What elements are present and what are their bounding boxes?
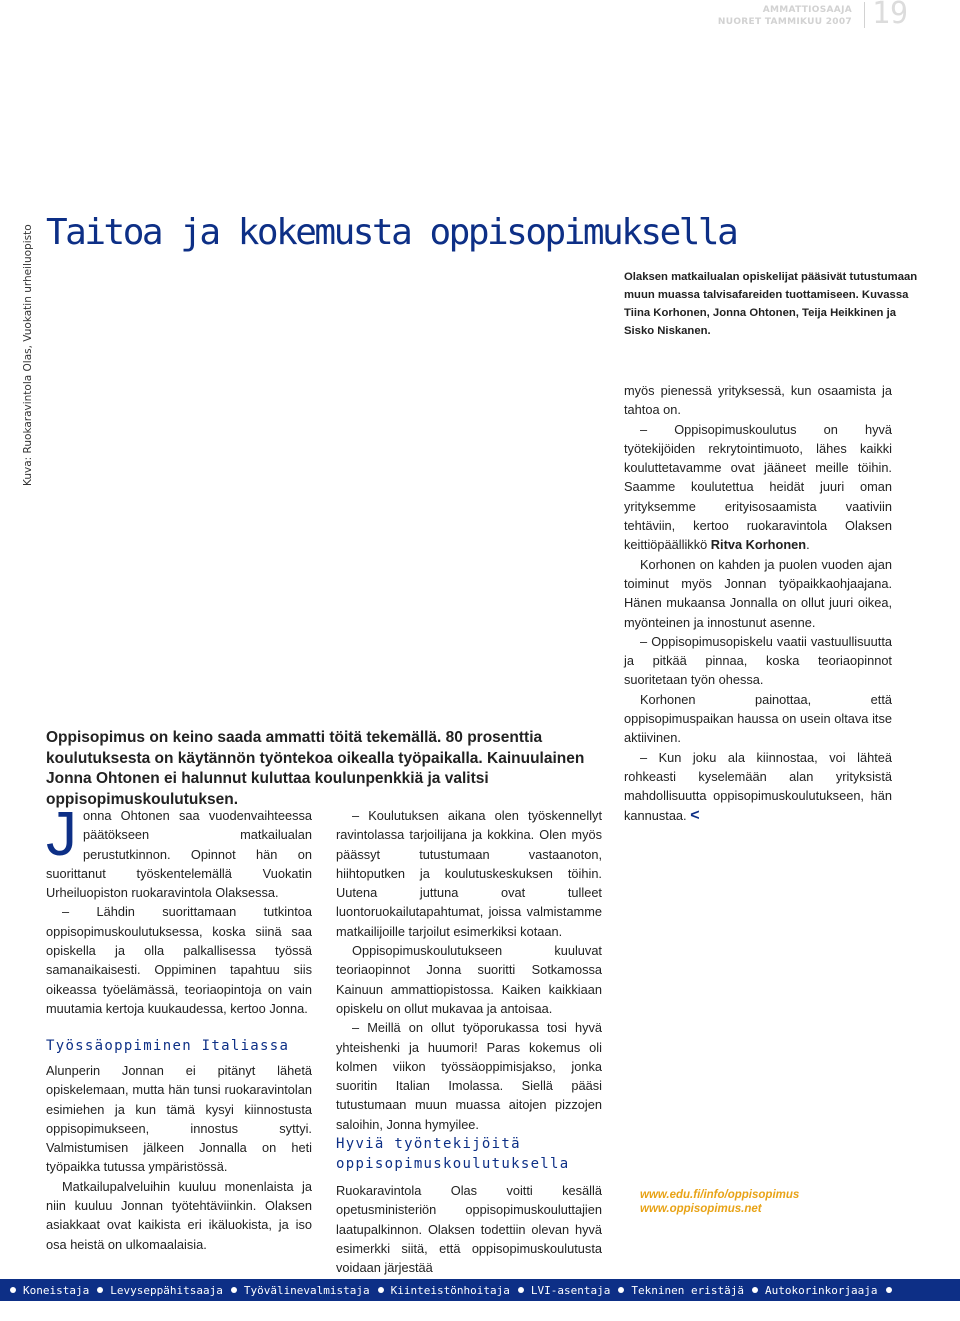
bullet-dot xyxy=(97,1287,103,1293)
article-column-1 xyxy=(46,800,312,1018)
footer-item: Koneistaja xyxy=(23,1283,90,1297)
issue-date: NUORET TAMMIKUU 2007 xyxy=(717,17,852,27)
bullet-dot xyxy=(752,1287,758,1293)
subheading: Työssäoppiminen Italiassa xyxy=(46,1038,290,1054)
drop-cap: J xyxy=(46,800,77,869)
paragraph-text: – Oppisopimuskoulutus on hyvä työtekijöiden rekrytointimuoto, lähes kaikki kouluttetavamme ovat jääneet meille töihin. Saamme koulutettua heidät juuri oman yrityksemme erityisosaamista vaativiin tehtäviin, kertoo ruokaravintola Olaksen keittiöpäällikkö xyxy=(624,421,892,553)
photo-caption: Olaksen matkailualan opiskelijat pääsivät tutustumaan muun muassa talvisafareiden tuottamiseen. Kuvassa Tiina Korhonen, Jonna Ohtonen, Teija Heikkinen ja Sisko Niskanen. xyxy=(624,271,918,337)
bullet-dot xyxy=(518,1287,524,1293)
person-name: Ritva Korhonen xyxy=(710,537,807,553)
header-divider xyxy=(864,2,865,28)
article-column-2-continued xyxy=(336,1181,602,1277)
magazine-name: AMMATTIOSAAJA xyxy=(762,5,852,15)
bullet-dot xyxy=(231,1287,237,1293)
bullet-dot xyxy=(378,1287,384,1293)
photo-credit: Kuva: Ruokaravintola Olas, Vuokatin urheiluopisto xyxy=(22,224,34,486)
paragraph xyxy=(624,748,892,825)
footer-item: LVI-asentaja xyxy=(530,1283,611,1297)
paragraph: Korhonen on kahden ja puolen vuoden ajan toiminut myös Jonnan työpaikkaohjaajana. Hänen mukaansa Jonnalla on ollut juuri oikea, myönteinen ja innostunut asenne. xyxy=(624,556,892,630)
paragraph: Oppisopimuskoulutukseen kuuluvat teoriaopinnot Jonna suoritti Sotkamossa Kainuun ammattiopistossa. Kaiken kaikkiaan opiskelu on ollut mukavaa ja antoisaa. xyxy=(336,943,602,1016)
footer-item: Työvälinevalmistaja xyxy=(243,1283,370,1297)
paragraph xyxy=(46,800,312,902)
footer-item: Autokorinkorjaaja xyxy=(764,1283,878,1297)
subheading: Hyviä työntekijöitä oppisopimuskoulutuksella xyxy=(336,1136,570,1172)
paragraph: myös pienessä yrityksessä, kun osaamista ja tahtoa on. xyxy=(624,383,892,418)
paragraph: Alunperin Jonnan ei pitänyt lähetä opiskelemaan, mutta hän tunsi ruokaravintolan esimiehen ja kun tämä kysyi kiinnostusta oppisopimukseen, innostus syttyi. Valmistumisen jälkeen Jonnalla on heti työpaikka tutussa ympäristössä. xyxy=(46,1063,312,1175)
bullet-dot xyxy=(10,1287,16,1293)
article-end-mark: < xyxy=(690,806,700,824)
footer-item: Kiinteistönhoitaja xyxy=(390,1283,510,1297)
paragraph: Matkailupalveluihin kuuluu monenlaista ja niin kuuluu Jonnan työtehtäviinkin. Olaksen asiakkaat ovat kaikista eri ikäluokista, ja iso osa heistä on ulkomaalaisia. xyxy=(46,1178,312,1252)
paragraph-text: – Kun joku ala kiinnostaa, voi lähteä rohkeasti kyselemään alan yrityksistä mahdollisuutta oppisopimuskoulutukseen, hän kannustaa. xyxy=(624,749,892,823)
footer-item: Levyseppähitsaaja xyxy=(110,1283,223,1297)
article-title: Taitoa ja kokemusta oppisopimuksella xyxy=(46,212,737,253)
paragraph: – Oppisopimusopiskelu vaatii vastuullisuutta ja pitkää pinnaa, koska teoriaopinnot suoritetaan työn ohessa. xyxy=(624,633,892,688)
magazine-header xyxy=(718,4,852,28)
bullet-dot xyxy=(618,1287,624,1293)
article-column-2 xyxy=(336,806,602,1134)
paragraph: – Koulutuksen aikana olen työskennellyt ravintolassa tarjoilijana ja kokkina. Olen myös päässyt tutustumaan vastaanoton, hiihtoputken ja koulutuskeskuksen töihin. Uutena juttuna ovat tulleet luontoruokailutapahtumat, joissa valmistamme matkailijoille tarjoilut esimerkiksi kotaan. xyxy=(336,808,602,939)
footer-professions xyxy=(10,1279,899,1301)
photo-credit-wrapper xyxy=(22,224,42,486)
paragraph: Ruokaravintola Olas voitti kesällä opetusministeriön oppisopimuskouluttajien laatupalkinnon. Olaksen todettiin olevan hyvä esimerkki siitä, että oppisopimuskoulutusta voidaan järjestää xyxy=(336,1183,602,1276)
link-list xyxy=(640,1188,799,1216)
article-column-3 xyxy=(624,381,892,825)
paragraph: – Meillä on ollut työporukassa tosi hyvä yhteishenki ja huumori! Paras kokemus oli kolmen viikon työssäoppimisjakso, jonka suoritin Italian Imolassa. Siellä pääsi tutustumaan muun muassa aitojen pizzojen saloihin, Jonna hymyilee. xyxy=(336,1020,602,1132)
lead-paragraph: Oppisopimus on keino saada ammatti töitä tekemällä. 80 prosenttia koulutuksesta on käytännön työntekoa oikealla työpaikalla. Kainuulainen Jonna Ohtonen ei halunnut kuluttaa koulunpenkkiä ja valitsi oppisopimuskoulutuksen. xyxy=(46,729,585,808)
footer-item: Tekninen eristäjä xyxy=(631,1283,744,1297)
bullet-dot xyxy=(886,1287,892,1293)
link-oppisopimus-net[interactable]: www.oppisopimus.net xyxy=(640,1203,762,1215)
link-edu-fi[interactable]: www.edu.fi/info/oppisopimus xyxy=(640,1189,800,1201)
article-column-1-continued xyxy=(46,1061,312,1254)
paragraph-text: onna Ohtonen saa vuodenvaihteessa päätökseen matkailualan perustutkinnon. Opinnot hän on suorittanut työskentelemällä Vuokatin Urheiluopiston ruokaravintola Olaksessa. xyxy=(46,808,312,901)
page-number: 19 xyxy=(872,0,909,31)
paragraph: – Oppisopimuskoulutus on hyvä työtekijöiden rekrytointimuoto, lähes kaikki kouluttetavamme ovat jääneet meille töihin. Saamme koulutettua heidät juuri oman yrityksemme erityisosaamista vaativiin tehtäviin, kertoo ruokaravintola Olaksen keittiöpäällikkö Ritva Korhonen. xyxy=(624,421,892,553)
paragraph: Korhonen painottaa, että oppisopimuspaikan haussa on usein oltava itse aktiivinen. xyxy=(624,691,892,746)
paragraph: – Lähdin suorittamaan tutkintoa oppisopimuskoulutuksessa, koska siinä saa opiskella ja olla palkallisessa työssä samanaikaisesti. Oppiminen tapahtuu siis oikeassa työelämässä, teoriaopintoja on vain muutamia kertoja kuukaudessa, kertoo Jonna. xyxy=(46,904,312,1016)
